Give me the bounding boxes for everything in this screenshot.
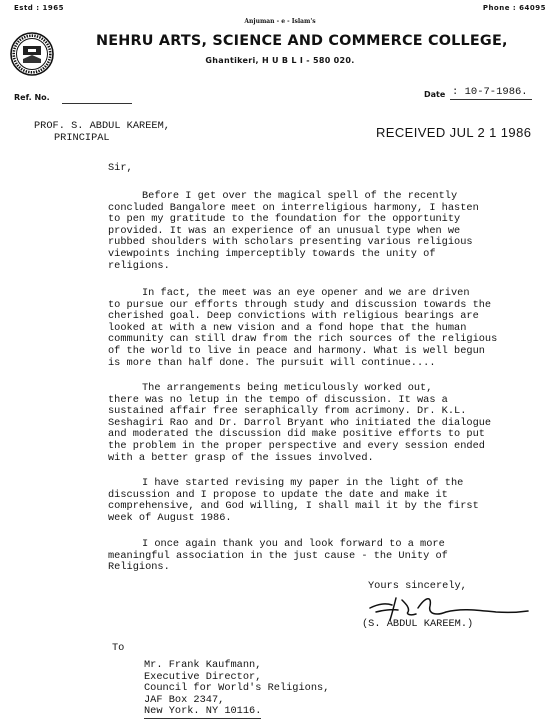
recipient-address xyxy=(144,660,329,719)
established-year: Estd : 1965 xyxy=(14,4,64,12)
recipient-line: New York. NY 10116. xyxy=(144,705,262,718)
college-address: Ghantikeri, H U B L I - 580 020. xyxy=(205,56,355,65)
salutation: Sir, xyxy=(108,162,133,174)
body-line: discussion and I propose to update the date and make it xyxy=(108,488,448,501)
signed-name: (S. ABDUL KAREEM.) xyxy=(362,618,474,630)
body-line: comprehensive, and God willing, I shall mail it by the first xyxy=(108,500,479,513)
body-line: community can still draw from the rich sources of the religious xyxy=(108,333,498,346)
to-label: To xyxy=(112,642,125,654)
recipient-line: Council for World's Religions, xyxy=(144,682,330,695)
received-stamp: RECEIVED JUL 2 1 1986 xyxy=(376,125,532,140)
body-line: to pursue our efforts through study and discussion towards the xyxy=(108,298,492,311)
sender-title: PRINCIPAL xyxy=(54,131,110,144)
body-line: cherished goal. Deep convictions with religious bearings are xyxy=(108,310,479,323)
body-line: the problem in the proper perspective and every session ended xyxy=(108,440,485,452)
sender-name: PROF. S. ABDUL KAREEM, xyxy=(34,120,170,132)
body-line: In fact, the meet was an eye opener and we are driven xyxy=(142,287,470,299)
recipient-line: Mr. Frank Kaufmann, xyxy=(144,659,262,671)
body-line: viewpoints inching imperceptibly towards the unity of xyxy=(108,248,436,260)
body-line: Religions. xyxy=(108,561,170,574)
body-line: week of August 1986. xyxy=(108,511,232,524)
body-line: I have started revising my paper in the light of the xyxy=(142,477,464,489)
body-line: The arrangements being meticulously worked out, xyxy=(142,382,433,394)
body-line: sustained affair free seraphically from acrimony. Dr. K.L. xyxy=(108,405,467,418)
college-name: NEHRU ARTS, SCIENCE AND COMMERCE COLLEGE, xyxy=(96,33,508,49)
organization-name: Anjuman - e - Islam's xyxy=(244,18,316,25)
body-line: I once again thank you and look forward to a more xyxy=(142,538,445,550)
body-line: meaningful association in the just cause - the Unity of xyxy=(108,549,448,562)
body-line: religions. xyxy=(108,259,170,272)
sender-block xyxy=(34,121,170,144)
closing: Yours sincerely, xyxy=(368,580,467,592)
college-seal-logo xyxy=(10,32,54,76)
date-label: Date xyxy=(424,90,446,99)
body-line: provided. It was an experience of an unusual type when we xyxy=(108,224,461,237)
body-line: looked at with a new vision and a fond hope that the human xyxy=(108,321,467,334)
body-line: of the world to live in peace and harmony. What is well begun xyxy=(108,345,485,357)
body-line: there was no letup in the tempo of discussion. It was a xyxy=(108,393,448,406)
body-line: to pen my gratitude to the foundation for the opportunity xyxy=(108,213,461,226)
body-line: Before I get over the magical spell of the recently xyxy=(142,190,458,202)
body-line: concluded Bangalore meet on interreligious harmony, I hasten xyxy=(108,201,479,214)
phone-number: Phone : 64095 xyxy=(482,4,546,12)
recipient-line: JAF Box 2347, xyxy=(144,693,225,706)
letter-date: : 10-7-1986. xyxy=(450,86,532,100)
body-line: with a better grasp of the issues involved. xyxy=(108,451,374,464)
body-line: is more than half done. The pursuit will continue.... xyxy=(108,356,436,369)
ref-no-line xyxy=(62,103,132,104)
body-line: and moderated the discussion did make positive efforts to put xyxy=(108,428,485,441)
recipient-line: Executive Director, xyxy=(144,670,262,683)
body-line: Seshagiri Rao and Dr. Darrol Bryant who initiated the dialogue xyxy=(108,416,492,429)
body-line: rubbed shoulders with scholars presenting various religious xyxy=(108,236,473,249)
ref-no-label: Ref. No. xyxy=(14,93,50,102)
